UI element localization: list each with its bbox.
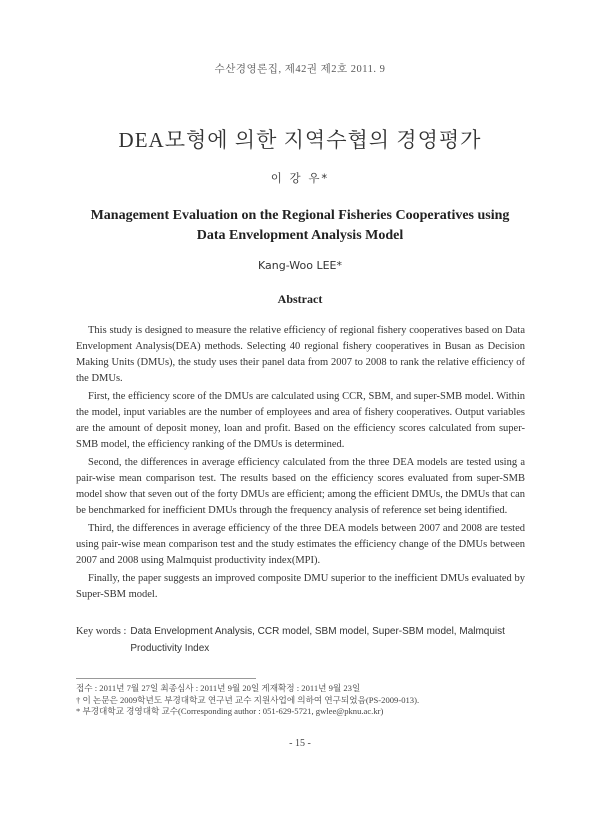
korean-title: DEA모형에 의한 지역수협의 경영평가 bbox=[118, 128, 482, 152]
abstract-paragraph: First, the efficiency score of the DMUs are calculated using CCR, SBM, and super-SMB model. Within the model, input variables are the number of employees and area of fishery cooperatives. Output variables are the amount of deposit money, loan and profit. Based on the efficiency scores calculated from super-SMB model, the efficiency ranking of the DMUs is determined. bbox=[76, 391, 525, 450]
abstract-paragraph: Finally, the paper suggests an improved composite DMU superior to the inefficient DMUs evaluated by Super-SBM model. bbox=[76, 573, 525, 600]
running-head: 수산경영론집, 제42권 제2호 2011. 9 bbox=[214, 64, 386, 75]
abstract-body bbox=[76, 323, 525, 605]
english-title bbox=[60, 206, 540, 246]
abstract-heading: Abstract bbox=[277, 292, 323, 306]
footnote-corresponding-author: * 부경대학교 경영대학 교수(Corresponding author : 051-629-5721, gwlee@pknu.ac.kr) bbox=[76, 706, 384, 716]
footnote-divider bbox=[76, 678, 256, 679]
keywords-value: Data Envelopment Analysis, CCR model, SBM model, Super-SBM model, Malmquist Productivity Index bbox=[130, 626, 505, 654]
korean-author: 이 강 우* bbox=[270, 171, 330, 185]
english-title-line-1: Management Evaluation on the Regional Fisheries Cooperatives using bbox=[90, 208, 510, 223]
keywords-label: Key words : bbox=[76, 626, 127, 637]
abstract-paragraph: This study is designed to measure the relative efficiency of regional fishery cooperatives based on Data Envelopment Analysis(DEA) methods. Selecting 40 regional fishery cooperatives in Busan as Decision Making Units (DMUs), the study uses their panel data from 2007 to 2008 to rank the relative efficiency of the DMUs. bbox=[76, 325, 525, 384]
footnote-funding: † 이 논문은 2009학년도 부경대학교 연구년 교수 지원사업에 의하여 연구되었음(PS-2009-013). bbox=[76, 694, 420, 705]
english-title-line-2: Data Envelopment Analysis Model bbox=[196, 228, 404, 243]
footnote-dates: 접수 : 2011년 7월 27일 최종심사 : 2011년 9월 20일 게재확정 : 2011년 9월 23일 bbox=[76, 683, 361, 693]
keywords bbox=[76, 623, 525, 657]
footnotes bbox=[76, 683, 536, 718]
abstract-paragraph: Third, the differences in average efficiency of the three DEA models between 2007 and 2008 are tested using pair-wise mean comparison test and the study estimates the efficiency change of the DMUs between 2007 and 2008 using Malmquist productivity index(MPI). bbox=[76, 523, 525, 566]
abstract-paragraph: Second, the differences in average efficiency calculated from the three DEA models are tested using a pair-wise mean comparison test. The results based on the efficiency scores evaluated from super-SMB model show that seven out of the forty DMUs are efficient; among the efficient DMUs, the DMUs that can be benchmarked for inefficient DMUs through the frequency analysis of reference set being identified. bbox=[76, 457, 525, 516]
english-author: Kang-Woo LEE* bbox=[258, 259, 342, 272]
page-number: - 15 - bbox=[289, 738, 311, 749]
